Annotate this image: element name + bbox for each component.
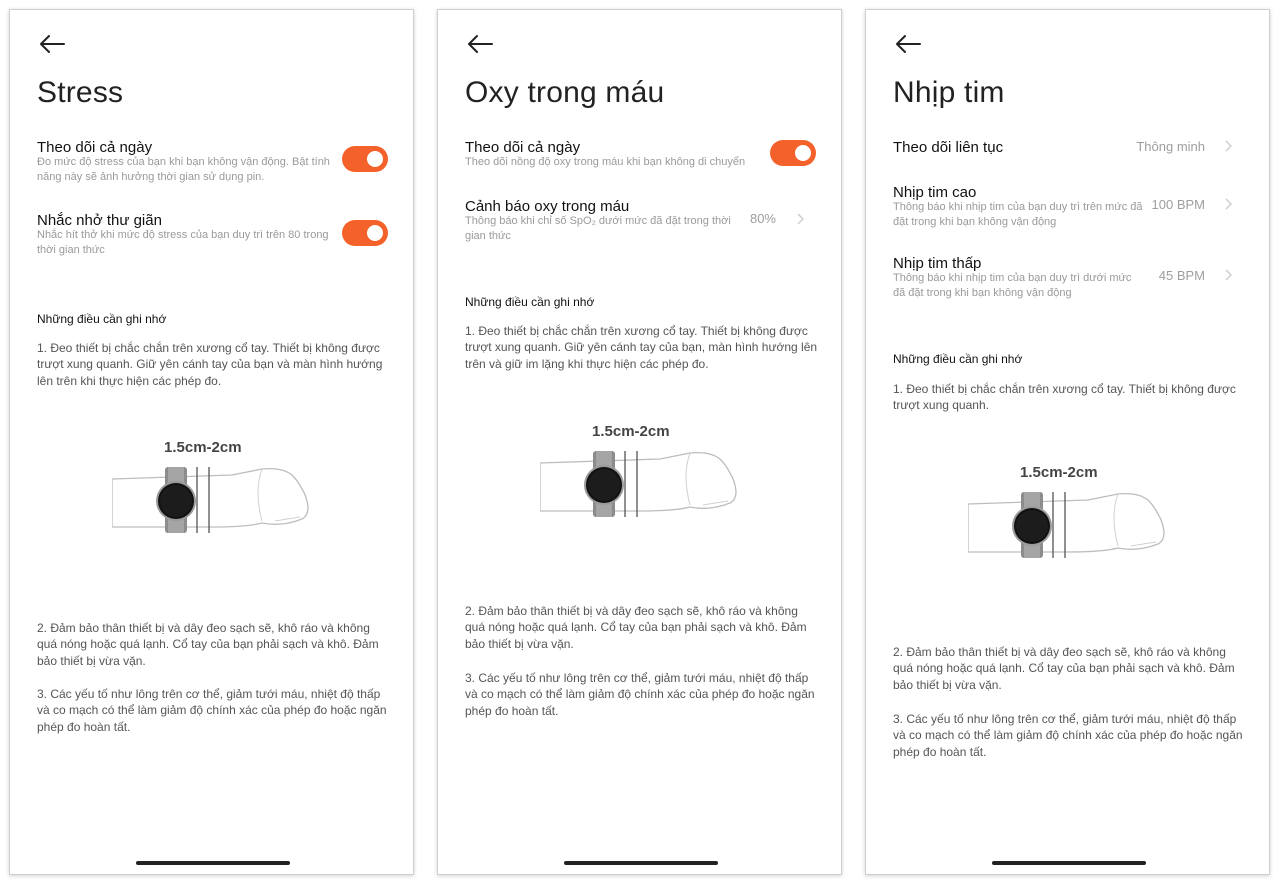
toggle-knob xyxy=(795,145,811,161)
setting-continuous-label: Theo dõi liên tục xyxy=(893,139,1004,156)
setting-all-day-label: Theo dõi cả ngày xyxy=(37,139,153,156)
wrist-distance-label: 1.5cm-2cm xyxy=(592,423,670,440)
note-2: 2. Đảm bảo thân thiết bị và dây đeo sạch sẽ, khô ráo và không quá nóng hoặc quá lạnh. Cổ tay của bạn phải sạch và khô. Đảm bảo thiết bị vừa vặn. xyxy=(465,604,807,651)
chevron-right-icon xyxy=(1223,140,1233,152)
page-title: Stress xyxy=(37,76,124,109)
all-day-toggle[interactable] xyxy=(342,146,388,172)
continuous-value: Thông minh xyxy=(1136,139,1205,154)
back-arrow-icon[interactable] xyxy=(893,33,923,55)
note-3: 3. Các yếu tố như lông trên cơ thể, giảm tưới máu, nhiệt độ thấp và co mạch có thể làm giảm độ chính xác của phép đo hoặc ngăn phép đo hoàn tất. xyxy=(465,671,815,718)
wrist-illustration xyxy=(540,423,740,523)
chevron-right-icon xyxy=(1223,198,1233,210)
setting-oxygen-alert-desc: Thông báo khi chỉ số SpO₂ dưới mức đã đặt trong thời gian thức xyxy=(465,215,731,242)
setting-relax-reminder-label: Nhắc nhở thư giãn xyxy=(37,212,162,229)
setting-all-day-label: Theo dõi cả ngày xyxy=(465,139,581,156)
wrist-watch-image xyxy=(968,486,1168,566)
notes-heading: Những điều cần ghi nhớ xyxy=(37,312,167,326)
chevron-right-icon xyxy=(1223,269,1233,281)
back-arrow-icon[interactable] xyxy=(37,33,67,55)
chevron-right-icon xyxy=(795,213,805,225)
stress-screen xyxy=(9,9,414,875)
low-hr-value: 45 BPM xyxy=(1158,268,1205,283)
page-title: Nhịp tim xyxy=(893,76,1005,109)
wrist-watch-image xyxy=(540,445,740,525)
wrist-distance-label: 1.5cm-2cm xyxy=(1020,464,1098,481)
home-indicator[interactable] xyxy=(136,861,290,865)
high-hr-value: 100 BPM xyxy=(1151,197,1205,212)
setting-low-hr-label: Nhịp tim thấp xyxy=(893,255,982,272)
note-3: 3. Các yếu tố như lông trên cơ thể, giảm tưới máu, nhiệt độ thấp và co mạch có thể làm giảm độ chính xác của phép đo hoặc ngăn phép đo hoàn tất. xyxy=(37,687,387,734)
wrist-illustration xyxy=(968,464,1168,564)
setting-high-hr-label: Nhịp tim cao xyxy=(893,184,977,201)
note-2: 2. Đảm bảo thân thiết bị và dây đeo sạch sẽ, khô ráo và không quá nóng hoặc quá lạnh. Cổ tay của bạn phải sạch và khô. Đảm bảo thiết bị vừa vặn. xyxy=(893,645,1235,692)
oxygen-alert-value: 80% xyxy=(749,211,776,226)
setting-oxygen-alert-label: Cảnh báo oxy trong máu xyxy=(465,198,630,215)
toggle-knob xyxy=(367,151,383,167)
note-3: 3. Các yếu tố như lông trên cơ thể, giảm tưới máu, nhiệt độ thấp và co mạch có thể làm giảm độ chính xác của phép đo hoặc ngăn phép đo hoàn tất. xyxy=(893,712,1243,759)
all-day-toggle[interactable] xyxy=(770,140,816,166)
toggle-knob xyxy=(367,225,383,241)
relax-reminder-toggle[interactable] xyxy=(342,220,388,246)
note-1: 1. Đeo thiết bị chắc chắn trên xương cổ tay. Thiết bị không được trượt xung quanh. Giữ yên cánh tay của bạn, màn hình hướng lên trên và giữ im lặng khi thực hiện các phép đo. xyxy=(465,324,818,371)
note-1: 1. Đeo thiết bị chắc chắn trên xương cổ tay. Thiết bị không được trượt xung quanh. xyxy=(893,382,1236,413)
note-2: 2. Đảm bảo thân thiết bị và dây đeo sạch sẽ, khô ráo và không quá nóng hoặc quá lạnh. Cổ tay của bạn phải sạch và khô. Đảm bảo thiết bị vừa vặn. xyxy=(37,621,379,668)
back-arrow-icon[interactable] xyxy=(465,33,495,55)
notes-heading: Những điều cần ghi nhớ xyxy=(893,352,1023,366)
setting-high-hr-desc: Thông báo khi nhịp tim của bạn duy trì trên mức đã đặt trong khi bạn không vận động xyxy=(893,201,1143,228)
home-indicator[interactable] xyxy=(992,861,1146,865)
setting-all-day-desc: Đo mức độ stress của bạn khi bạn không vận động. Bật tính năng này sẽ ảnh hưởng thời gian sử dụng pin. xyxy=(37,156,330,183)
wrist-watch-image xyxy=(112,461,312,541)
notes-heading: Những điều cần ghi nhớ xyxy=(465,295,595,309)
heart-rate-screen xyxy=(865,9,1270,875)
setting-relax-reminder-desc: Nhắc hít thở khi mức độ stress của bạn duy trì trên 80 trong thời gian thức xyxy=(37,229,329,256)
wrist-illustration xyxy=(112,439,312,539)
note-1: 1. Đeo thiết bị chắc chắn trên xương cổ tay. Thiết bị không được trượt xung quanh. Giữ yên cánh tay của bạn và màn hình hướng lên trên khi thực hiện các phép đo. xyxy=(37,341,383,388)
home-indicator[interactable] xyxy=(564,861,718,865)
page-title: Oxy trong máu xyxy=(465,76,665,109)
wrist-distance-label: 1.5cm-2cm xyxy=(164,439,242,456)
setting-all-day-desc: Theo dõi nồng độ oxy trong máu khi bạn không di chuyển xyxy=(465,156,746,168)
blood-oxygen-screen xyxy=(437,9,842,875)
setting-low-hr-desc: Thông báo khi nhịp tim của bạn duy trì dưới mức đã đặt trong khi bạn không vận động xyxy=(893,272,1132,299)
